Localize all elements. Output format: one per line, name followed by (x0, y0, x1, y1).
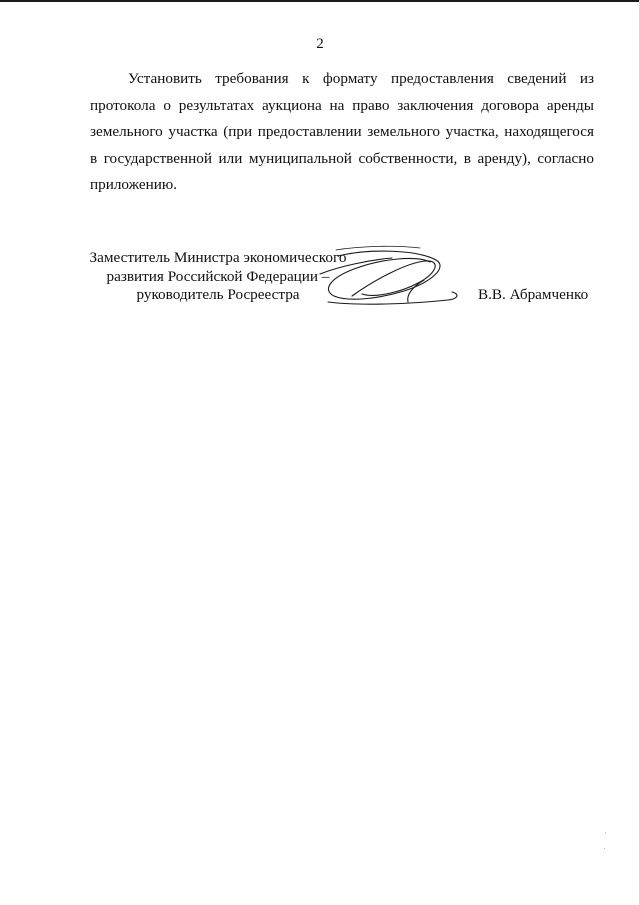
scan-speck (605, 832, 606, 833)
signatory-name: В.В. Абрамченко (478, 286, 589, 303)
scan-speck (604, 848, 605, 849)
body-paragraph: Установить требования к формату предоставления сведений из протокола о результатах аукциона на право заключения договора аренды земельного участка (при предоставлении земельного участка, находящегося в государственной или муниципальной собственности, в аренду), согласно приложению. (90, 70, 594, 194)
page-number: 2 (316, 36, 324, 52)
signatory-position-line-3: руководитель Росреестра (136, 286, 300, 303)
signatory-position-line-1: Заместитель Министра экономического (89, 249, 347, 266)
signatory-position-line-2: развития Российской Федерации – (106, 267, 330, 285)
handwritten-signature (300, 244, 472, 310)
scan-top-edge (0, 0, 640, 2)
